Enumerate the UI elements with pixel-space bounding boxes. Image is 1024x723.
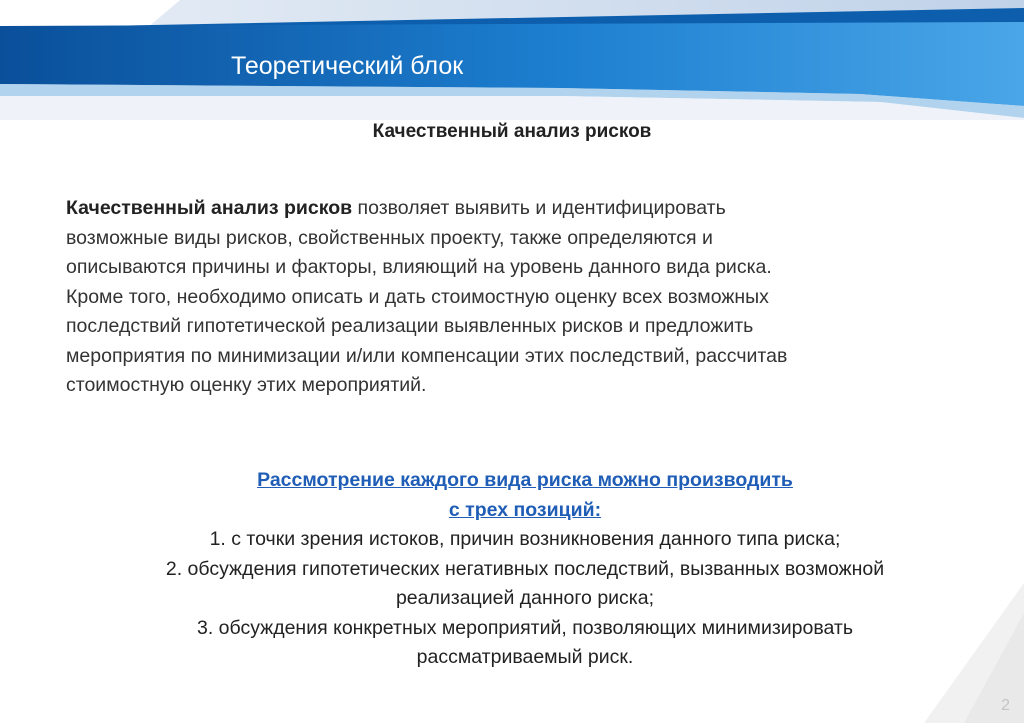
paragraph-line: описываются причины и факторы, влияющий на уровень данного вида риска. [66, 256, 772, 278]
paragraph-line [66, 194, 966, 224]
position-item: 1. с точки зрения истоков, причин возникновения данного типа риска; [209, 528, 841, 550]
body-paragraph [66, 194, 966, 401]
positions-heading-line: Рассмотрение каждого вида риска можно производить [257, 469, 793, 491]
position-item: 2. обсуждения гипотетических негативных последствий, вызванных возможной [165, 557, 885, 580]
positions-block [100, 466, 950, 673]
paragraph-line: Кроме того, необходимо описать и дать стоимостную оценку всех возможных [66, 285, 769, 308]
positions-heading [100, 466, 950, 525]
paragraph-lead: Качественный анализ рисков [66, 197, 353, 219]
header-title: Теоретический блок [231, 52, 464, 80]
position-item: 3. обсуждения конкретных мероприятий, позволяющих минимизировать [196, 616, 854, 639]
paragraph-line-text: позволяет выявить и идентифицировать [357, 197, 726, 219]
header-banner [0, 0, 1024, 120]
paragraph-line: последствий гипотетической реализации выявленных рисков и предложить [66, 315, 754, 337]
page-number: 2 [1001, 697, 1010, 714]
slide-subtitle: Качественный анализ рисков [372, 121, 652, 142]
paragraph-line: мероприятия по минимизации и/или компенсации этих последствий, рассчитав [66, 344, 788, 367]
paragraph-line: стоимостную оценку этих мероприятий. [66, 374, 427, 396]
position-item: реализацией данного риска; [395, 587, 655, 609]
positions-heading-line: с трех позиций: [448, 498, 602, 521]
paragraph-line: возможные виды рисков, свойственных проекту, также определяются и [66, 226, 713, 249]
position-item: рассматриваемый риск. [416, 646, 634, 668]
